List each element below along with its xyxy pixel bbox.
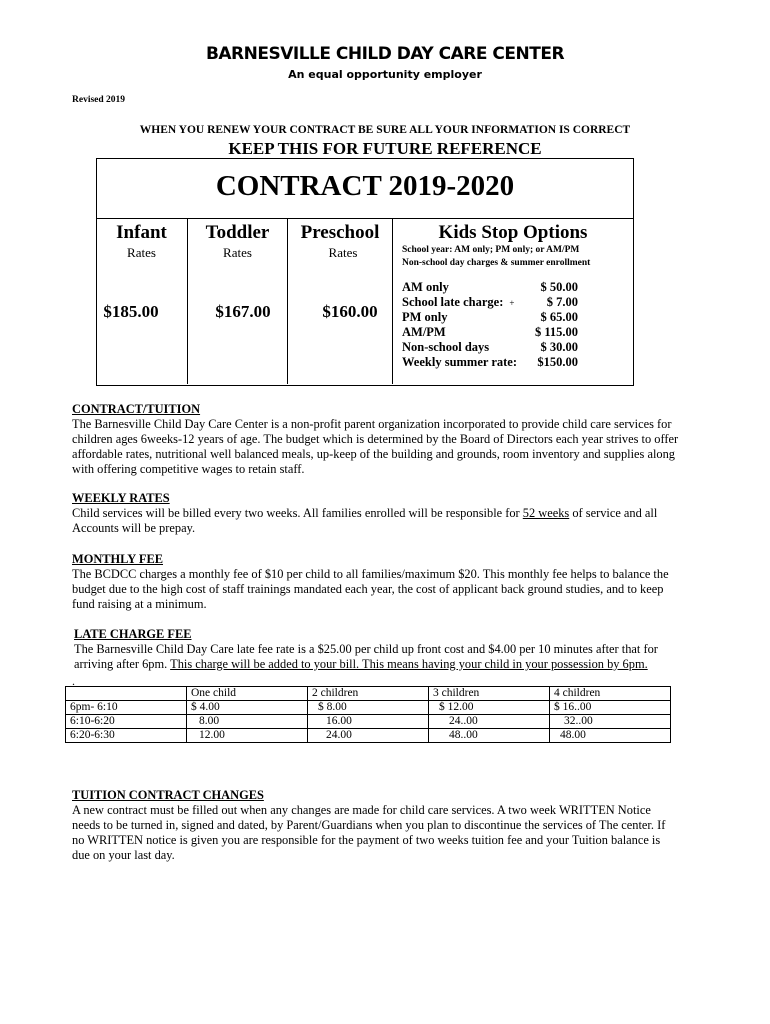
stray-mark: .: [72, 674, 75, 688]
section-heading: LATE CHARGE FEE: [74, 627, 192, 641]
option-row: [402, 280, 578, 295]
table-cell: $ 12.00: [429, 701, 550, 715]
section-heading: CONTRACT/TUITION: [72, 402, 201, 416]
option-row: [402, 310, 578, 325]
infant-rates-label: Rates: [127, 245, 156, 260]
renew-notice: WHEN YOU RENEW YOUR CONTRACT BE SURE ALL YOUR INFORMATION IS CORRECT: [139, 124, 631, 136]
table-cell: 2 children: [308, 687, 429, 701]
section-heading: WEEKLY RATES: [72, 491, 170, 505]
table-cell: 12.00: [187, 729, 308, 743]
option-row: [402, 295, 578, 310]
toddler-price: $167.00: [215, 302, 271, 321]
section-body: [72, 506, 684, 536]
table-row: [66, 715, 671, 729]
section-heading: MONTHLY FEE: [72, 552, 163, 566]
kids-stop-heading: Kids Stop Options: [438, 222, 588, 243]
contract-title: CONTRACT 2019-2020: [215, 170, 515, 202]
table-cell: $ 8.00: [308, 701, 429, 715]
late-fee-table: [65, 686, 671, 743]
option-label: Non-school days: [402, 340, 490, 354]
kids-stop-note-line: Non-school day charges & summer enrollment: [402, 258, 591, 268]
body-text: of service and all Accounts will be prepay.: [72, 506, 658, 535]
table-cell: 4 children: [550, 687, 671, 701]
table-cell: 24..00: [429, 715, 550, 729]
preschool-heading: Preschool: [300, 222, 380, 243]
tuition-changes-section: [72, 788, 672, 863]
table-row: [66, 687, 671, 701]
section-body: A new contract must be filled out when any changes are made for child care services. A two week WRITTEN Notice needs to be turned in, signed and dated, by Parent/Guardians when you plan to discontinue the services of The center. If no WRITTEN notice is given you are responsible for the payment of two weeks tuition fee and your Tuition balance is due on your last day.: [72, 803, 666, 862]
monthly-fee-section: [72, 552, 684, 612]
keep-notice: KEEP THIS FOR FUTURE REFERENCE: [228, 139, 542, 158]
infant-price: $185.00: [103, 302, 159, 321]
table-cell: [66, 687, 187, 701]
contract-divider: [96, 218, 634, 219]
table-cell: $ 4.00: [187, 701, 308, 715]
kids-stop-note-line: School year: AM only; PM only; or AM/PM: [402, 245, 580, 255]
table-row: [66, 729, 671, 743]
body-underlined: This charge will be added to your bill. This means having your child in your possession by 6pm.: [170, 657, 648, 671]
table-cell: 6pm- 6:10: [66, 701, 187, 715]
plus-sign: +: [509, 298, 515, 308]
option-label: [402, 295, 514, 311]
body-text: Child services will be billed every two weeks. All families enrolled will be responsible for: [72, 506, 523, 520]
late-charge-section: [74, 627, 686, 672]
option-value: $ 7.00: [546, 295, 578, 309]
table-cell: 3 children: [429, 687, 550, 701]
revised-date: Revised 2019: [72, 95, 126, 105]
table-cell: 8.00: [187, 715, 308, 729]
weekly-rates-section: [72, 491, 684, 536]
option-row: [402, 355, 578, 370]
option-label-text: School late charge:: [402, 295, 504, 309]
option-label: AM only: [402, 280, 449, 294]
infant-heading: Infant: [116, 222, 167, 243]
option-row: [402, 325, 578, 340]
toddler-heading: Toddler: [205, 222, 270, 243]
section-body: [74, 642, 686, 672]
table-row: [66, 701, 671, 715]
center-subtitle: An equal opportunity employer: [288, 68, 482, 81]
section-heading: TUITION CONTRACT CHANGES: [72, 788, 264, 802]
option-value: $ 65.00: [540, 310, 578, 324]
option-label: AM/PM: [402, 325, 446, 339]
center-title: BARNESVILLE CHILD DAY CARE CENTER: [205, 44, 565, 64]
option-row: [402, 340, 578, 355]
table-cell: One child: [187, 687, 308, 701]
preschool-price: $160.00: [322, 302, 378, 321]
table-cell: 32..00: [550, 715, 671, 729]
table-cell: 6:10-6:20: [66, 715, 187, 729]
section-body: The Barnesville Child Day Care Center is a non-profit parent organization incorporated to provide child care services for children ages 6weeks-12 years of age. The budget which is determined by the Board of Directors each year strives to offer affordable rates, nutritional well balanced meals, up-keep of the building and grounds, room inventory and supplies along with offering competitive wages to retain staff.: [72, 417, 679, 476]
body-text: The Barnesville Child Day Care late fee rate is a $25.00 per child up front cost and $4.00 per 10 minutes after that for arriving after 6pm.: [74, 642, 658, 671]
option-label: PM only: [402, 310, 448, 324]
toddler-rates-label: Rates: [223, 245, 252, 260]
option-label: Weekly summer rate:: [402, 355, 518, 369]
table-cell: 24.00: [308, 729, 429, 743]
option-value: $ 115.00: [534, 325, 578, 339]
body-underlined: 52 weeks: [522, 506, 570, 520]
tuition-section: [72, 402, 684, 477]
table-cell: $ 16..00: [550, 701, 671, 715]
option-value: $ 30.00: [540, 340, 578, 354]
section-body: The BCDCC charges a monthly fee of $10 per child to all families/maximum $20. This monthly fee helps to balance the budget due to the high cost of staff trainings mandated each year, the cost of applicant back ground studies, and to keep fund raising at a minimum.: [72, 567, 669, 611]
preschool-rates-label: Rates: [328, 245, 358, 260]
option-value: $150.00: [537, 355, 578, 369]
kids-stop-note: [402, 244, 590, 270]
table-cell: 16.00: [308, 715, 429, 729]
table-cell: 48..00: [429, 729, 550, 743]
table-cell: 6:20-6:30: [66, 729, 187, 743]
table-cell: 48.00: [550, 729, 671, 743]
option-value: $ 50.00: [540, 280, 578, 294]
